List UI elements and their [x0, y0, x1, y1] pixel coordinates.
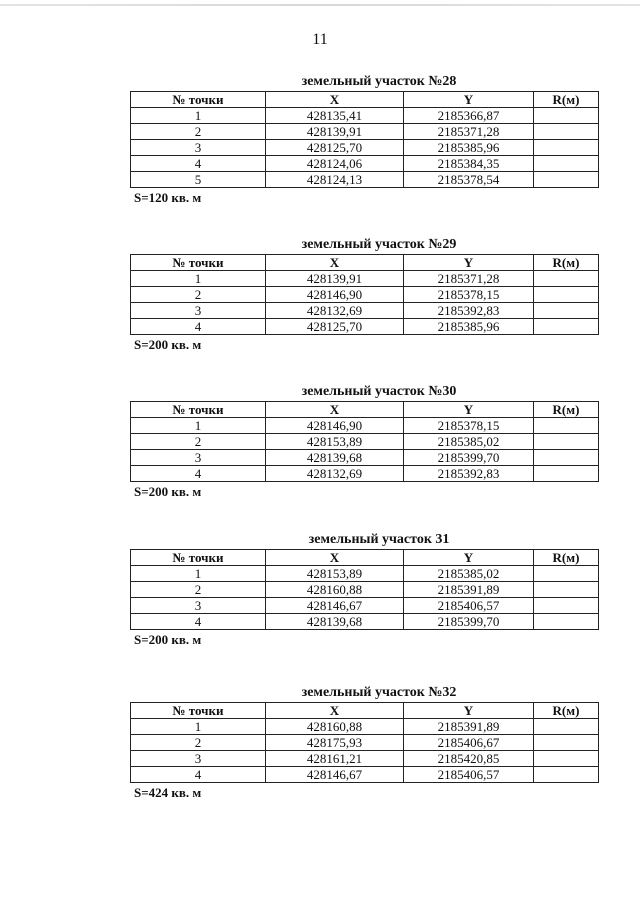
x-coordinate: 428139,68 — [266, 450, 404, 466]
radius-value — [534, 450, 599, 466]
column-header-x: X — [266, 255, 404, 271]
radius-value — [534, 466, 599, 482]
x-coordinate: 428146,67 — [266, 767, 404, 783]
point-number: 2 — [131, 287, 266, 303]
y-coordinate: 2185399,70 — [404, 614, 534, 630]
table-row — [131, 735, 599, 751]
radius-value — [534, 172, 599, 188]
y-coordinate: 2185399,70 — [404, 450, 534, 466]
y-coordinate: 2185378,15 — [404, 418, 534, 434]
table-row — [131, 156, 599, 172]
x-coordinate: 428124,06 — [266, 156, 404, 172]
y-coordinate: 2185406,57 — [404, 598, 534, 614]
coordinates-table — [130, 401, 599, 482]
point-number: 1 — [131, 108, 266, 124]
x-coordinate: 428160,88 — [266, 582, 404, 598]
radius-value — [534, 598, 599, 614]
point-number: 4 — [131, 466, 266, 482]
area-label: S=200 кв. м — [134, 632, 202, 647]
table-row — [131, 271, 599, 287]
x-coordinate: 428135,41 — [266, 108, 404, 124]
point-number: 2 — [131, 735, 266, 751]
column-header-point: № точки — [131, 703, 266, 719]
x-coordinate: 428132,69 — [266, 303, 404, 319]
radius-value — [534, 434, 599, 450]
point-number: 4 — [131, 319, 266, 335]
table-row — [131, 124, 599, 140]
y-coordinate: 2185406,67 — [404, 735, 534, 751]
column-header-y: Y — [404, 550, 534, 566]
table-row — [131, 434, 599, 450]
point-number: 1 — [131, 566, 266, 582]
point-number: 1 — [131, 719, 266, 735]
point-number: 4 — [131, 767, 266, 783]
radius-value — [534, 140, 599, 156]
section-title: земельный участок №32 — [301, 685, 457, 700]
column-header-y: Y — [404, 402, 534, 418]
point-number: 1 — [131, 418, 266, 434]
section-title: земельный участок №30 — [301, 384, 457, 399]
radius-value — [534, 271, 599, 287]
table-row — [131, 751, 599, 767]
y-coordinate: 2185392,83 — [404, 303, 534, 319]
point-number: 2 — [131, 124, 266, 140]
column-header-point: № точки — [131, 402, 266, 418]
x-coordinate: 428161,21 — [266, 751, 404, 767]
y-coordinate: 2185378,54 — [404, 172, 534, 188]
point-number: 3 — [131, 140, 266, 156]
x-coordinate: 428153,89 — [266, 434, 404, 450]
column-header-y: Y — [404, 255, 534, 271]
y-coordinate: 2185385,96 — [404, 319, 534, 335]
column-header-y: Y — [404, 92, 534, 108]
table-row — [131, 172, 599, 188]
section-title: земельный участок №29 — [301, 237, 457, 252]
y-coordinate: 2185391,89 — [404, 582, 534, 598]
column-header-r: R(м) — [534, 550, 599, 566]
table-row — [131, 108, 599, 124]
coordinates-table — [130, 91, 599, 188]
area-label: S=200 кв. м — [134, 484, 202, 499]
x-coordinate: 428124,13 — [266, 172, 404, 188]
point-number: 3 — [131, 751, 266, 767]
table-row — [131, 140, 599, 156]
section-title: земельный участок 31 — [308, 532, 450, 547]
radius-value — [534, 582, 599, 598]
table-header-row — [131, 92, 599, 108]
y-coordinate: 2185420,85 — [404, 751, 534, 767]
x-coordinate: 428160,88 — [266, 719, 404, 735]
scan-edge-line — [0, 4, 640, 6]
plot-section-29 — [130, 236, 598, 353]
radius-value — [534, 719, 599, 735]
y-coordinate: 2185385,96 — [404, 140, 534, 156]
x-coordinate: 428125,70 — [266, 319, 404, 335]
x-coordinate: 428146,90 — [266, 287, 404, 303]
radius-value — [534, 156, 599, 172]
column-header-r: R(м) — [534, 402, 599, 418]
table-header-row — [131, 255, 599, 271]
radius-value — [534, 566, 599, 582]
column-header-x: X — [266, 550, 404, 566]
column-header-point: № точки — [131, 92, 266, 108]
coordinates-table — [130, 254, 599, 335]
radius-value — [534, 287, 599, 303]
y-coordinate: 2185371,28 — [404, 124, 534, 140]
area-label: S=200 кв. м — [134, 337, 202, 352]
radius-value — [534, 735, 599, 751]
table-row — [131, 450, 599, 466]
plot-section-32 — [130, 684, 598, 801]
point-number: 3 — [131, 303, 266, 319]
y-coordinate: 2185366,87 — [404, 108, 534, 124]
y-coordinate: 2185384,35 — [404, 156, 534, 172]
x-coordinate: 428139,68 — [266, 614, 404, 630]
table-row — [131, 767, 599, 783]
radius-value — [534, 751, 599, 767]
table-header-row — [131, 550, 599, 566]
point-number: 2 — [131, 434, 266, 450]
point-number: 3 — [131, 450, 266, 466]
table-row — [131, 598, 599, 614]
column-header-x: X — [266, 402, 404, 418]
point-number: 5 — [131, 172, 266, 188]
x-coordinate: 428139,91 — [266, 271, 404, 287]
x-coordinate: 428132,69 — [266, 466, 404, 482]
radius-value — [534, 319, 599, 335]
page-number: 11 — [312, 31, 328, 48]
point-number: 4 — [131, 156, 266, 172]
column-header-r: R(м) — [534, 92, 599, 108]
y-coordinate: 2185406,57 — [404, 767, 534, 783]
table-row — [131, 287, 599, 303]
column-header-y: Y — [404, 703, 534, 719]
x-coordinate: 428139,91 — [266, 124, 404, 140]
radius-value — [534, 767, 599, 783]
x-coordinate: 428153,89 — [266, 566, 404, 582]
table-row — [131, 303, 599, 319]
y-coordinate: 2185371,28 — [404, 271, 534, 287]
table-row — [131, 418, 599, 434]
column-header-x: X — [266, 703, 404, 719]
table-row — [131, 582, 599, 598]
point-number: 3 — [131, 598, 266, 614]
column-header-r: R(м) — [534, 255, 599, 271]
plot-section-31 — [130, 531, 598, 648]
table-row — [131, 566, 599, 582]
y-coordinate: 2185385,02 — [404, 434, 534, 450]
y-coordinate: 2185378,15 — [404, 287, 534, 303]
column-header-x: X — [266, 92, 404, 108]
x-coordinate: 428175,93 — [266, 735, 404, 751]
column-header-point: № точки — [131, 255, 266, 271]
radius-value — [534, 108, 599, 124]
table-header-row — [131, 703, 599, 719]
point-number: 4 — [131, 614, 266, 630]
x-coordinate: 428146,67 — [266, 598, 404, 614]
radius-value — [534, 418, 599, 434]
table-row — [131, 719, 599, 735]
point-number: 2 — [131, 582, 266, 598]
area-label: S=424 кв. м — [134, 785, 202, 800]
coordinates-table — [130, 549, 599, 630]
y-coordinate: 2185385,02 — [404, 566, 534, 582]
radius-value — [534, 303, 599, 319]
table-header-row — [131, 402, 599, 418]
y-coordinate: 2185392,83 — [404, 466, 534, 482]
radius-value — [534, 124, 599, 140]
table-row — [131, 466, 599, 482]
coordinates-table — [130, 702, 599, 783]
radius-value — [534, 614, 599, 630]
table-row — [131, 614, 599, 630]
plot-section-28 — [130, 73, 598, 206]
y-coordinate: 2185391,89 — [404, 719, 534, 735]
area-label: S=120 кв. м — [134, 190, 202, 205]
column-header-r: R(м) — [534, 703, 599, 719]
x-coordinate: 428125,70 — [266, 140, 404, 156]
table-row — [131, 319, 599, 335]
plot-section-30 — [130, 383, 598, 500]
section-title: земельный участок №28 — [301, 74, 457, 89]
point-number: 1 — [131, 271, 266, 287]
x-coordinate: 428146,90 — [266, 418, 404, 434]
column-header-point: № точки — [131, 550, 266, 566]
